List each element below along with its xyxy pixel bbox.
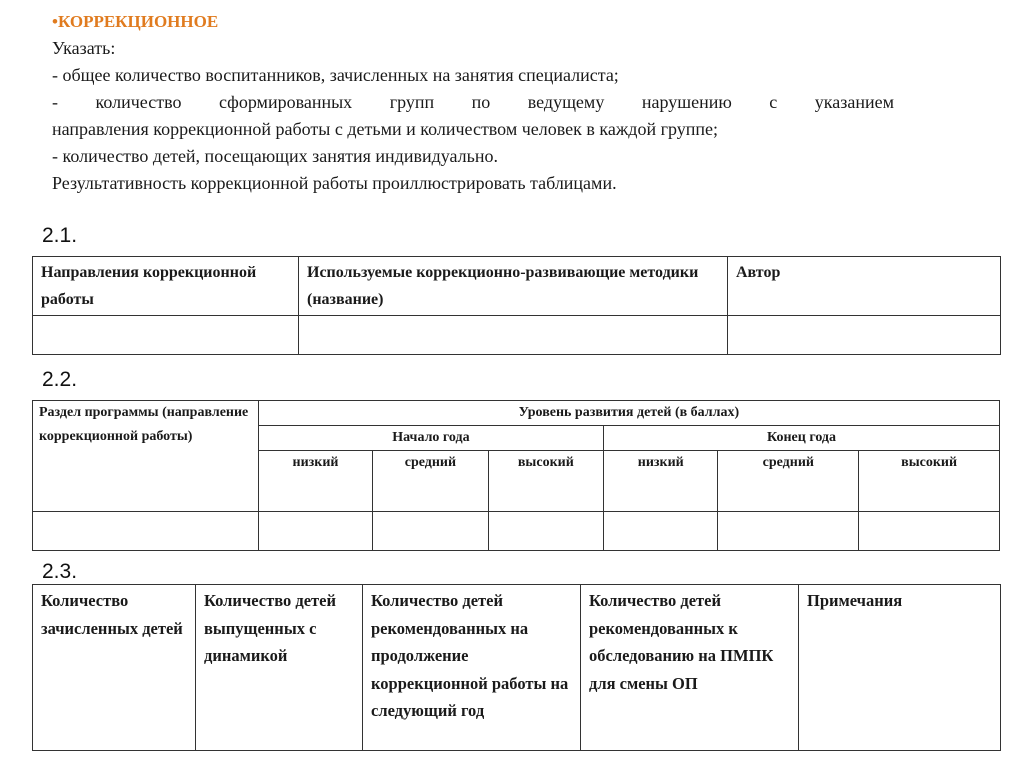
level-header: средний [718, 451, 859, 512]
table-cell-empty[interactable] [33, 316, 299, 355]
level-header: низкий [604, 451, 718, 512]
table-cell-empty[interactable] [718, 512, 859, 551]
table-2-1 [32, 256, 1001, 355]
table-cell-empty[interactable] [859, 512, 1000, 551]
level-header: высокий [488, 451, 603, 512]
intro-line: Результативность коррекционной работы проиллюстрировать таблицами. [52, 173, 617, 193]
column-header: Количество детей рекомендованных на продолжение коррекционной работы на следующий год [363, 585, 581, 751]
intro-line: направления коррекционной работы с детьми и количеством человек в каждой группе; [52, 119, 718, 139]
table-cell-empty[interactable] [488, 512, 603, 551]
column-header: Направления коррекционной работы [33, 257, 299, 316]
table-cell-empty[interactable] [258, 512, 372, 551]
column-header: Количество детей рекомендованных к обследованию на ПМПК для смены ОП [581, 585, 799, 751]
period-header-start: Начало года [258, 426, 603, 451]
table-cell-empty[interactable] [33, 512, 259, 551]
intro-line: - количество детей, посещающих занятия индивидуально. [52, 146, 499, 166]
column-header: Автор [728, 257, 1001, 316]
intro-line: Указать: [52, 38, 116, 58]
section-label-2-3: 2.3. [42, 560, 78, 583]
intro-line: - количество сформированных групп по ведущему нарушению с указанием [52, 92, 894, 112]
row-header: Раздел программы (направление коррекционной работы) [33, 401, 259, 512]
table-2-3 [32, 584, 1001, 751]
level-header: низкий [258, 451, 372, 512]
table-row [33, 512, 1000, 551]
section-label-2-1: 2.1. [42, 224, 78, 247]
section-heading: •КОРРЕКЦИОННОЕ [52, 12, 219, 31]
column-header: Примечания [799, 585, 1001, 751]
section-label-2-2: 2.2. [42, 368, 78, 391]
level-header: высокий [859, 451, 1000, 512]
table-row [33, 316, 1001, 355]
table-cell-empty[interactable] [604, 512, 718, 551]
column-header: Количество зачисленных детей [33, 585, 196, 751]
table-header-row [33, 401, 1000, 426]
table-header-row [33, 257, 1001, 316]
group-header: Уровень развития детей (в баллах) [258, 401, 999, 426]
table-2-2 [32, 400, 1000, 551]
table-header-row [33, 585, 1001, 751]
level-header: средний [373, 451, 488, 512]
table-cell-empty[interactable] [728, 316, 1001, 355]
column-header: Используемые коррекционно-развивающие методики (название) [299, 257, 728, 316]
table-cell-empty[interactable] [299, 316, 728, 355]
intro-text [52, 8, 894, 197]
period-header-end: Конец года [604, 426, 1000, 451]
table-cell-empty[interactable] [373, 512, 488, 551]
intro-line: - общее количество воспитанников, зачисленных на занятия специалиста; [52, 65, 619, 85]
column-header: Количество детей выпущенных с динамикой [196, 585, 363, 751]
